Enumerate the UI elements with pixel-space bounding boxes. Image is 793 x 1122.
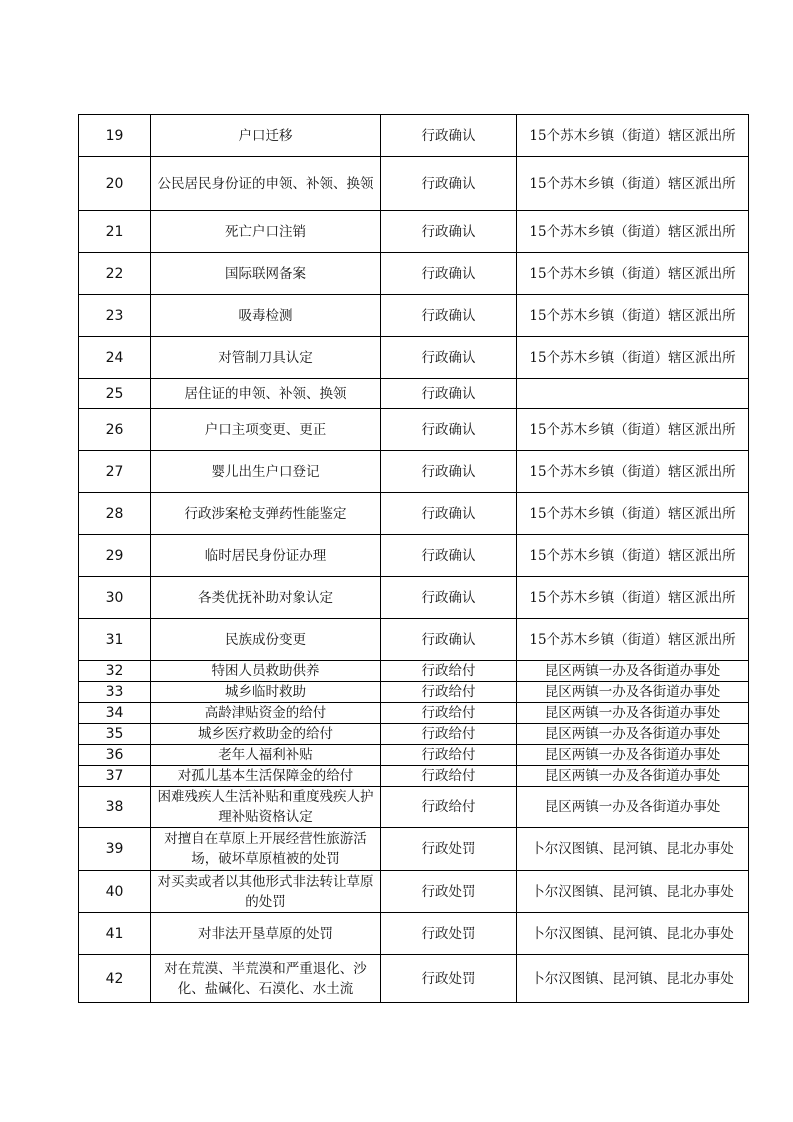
handling-unit: 卜尔汉图镇、昆河镇、昆北办事处	[517, 955, 749, 1003]
row-number: 37	[79, 766, 151, 787]
table-row	[79, 451, 749, 493]
table-row	[79, 913, 749, 955]
table-row	[79, 253, 749, 295]
table-row	[79, 295, 749, 337]
row-number: 24	[79, 337, 151, 379]
matter-type: 行政确认	[381, 451, 517, 493]
matter-name: 临时居民身份证办理	[151, 535, 381, 577]
matter-type: 行政给付	[381, 682, 517, 703]
matter-name: 民族成份变更	[151, 619, 381, 661]
row-number: 28	[79, 493, 151, 535]
table-row	[79, 661, 749, 682]
matter-name: 婴儿出生户口登记	[151, 451, 381, 493]
handling-unit: 15个苏木乡镇（街道）辖区派出所	[517, 451, 749, 493]
matter-type: 行政给付	[381, 766, 517, 787]
row-number: 42	[79, 955, 151, 1003]
row-number: 38	[79, 787, 151, 828]
matter-name: 户口主项变更、更正	[151, 409, 381, 451]
row-number: 35	[79, 724, 151, 745]
matter-name: 对孤儿基本生活保障金的给付	[151, 766, 381, 787]
handling-unit: 昆区两镇一办及各街道办事处	[517, 787, 749, 828]
handling-unit: 15个苏木乡镇（街道）辖区派出所	[517, 211, 749, 253]
matter-name: 国际联网备案	[151, 253, 381, 295]
matter-name: 高龄津贴资金的给付	[151, 703, 381, 724]
matter-type: 行政给付	[381, 661, 517, 682]
table-body	[79, 115, 749, 1003]
table-row	[79, 955, 749, 1003]
matter-type: 行政确认	[381, 535, 517, 577]
matter-name: 户口迁移	[151, 115, 381, 157]
matter-name: 行政涉案枪支弹药性能鉴定	[151, 493, 381, 535]
matter-name: 各类优抚补助对象认定	[151, 577, 381, 619]
handling-unit: 15个苏木乡镇（街道）辖区派出所	[517, 115, 749, 157]
handling-unit	[517, 379, 749, 409]
matter-name: 对管制刀具认定	[151, 337, 381, 379]
table-row	[79, 157, 749, 211]
table-row	[79, 115, 749, 157]
matter-type: 行政处罚	[381, 913, 517, 955]
matter-name: 吸毒检测	[151, 295, 381, 337]
row-number: 21	[79, 211, 151, 253]
row-number: 31	[79, 619, 151, 661]
row-number: 26	[79, 409, 151, 451]
matter-type: 行政给付	[381, 724, 517, 745]
table-row	[79, 828, 749, 871]
matter-type: 行政确认	[381, 379, 517, 409]
matter-name: 城乡医疗救助金的给付	[151, 724, 381, 745]
matter-name: 对买卖或者以其他形式非法转让草原的处罚	[151, 871, 381, 913]
handling-unit: 15个苏木乡镇（街道）辖区派出所	[517, 157, 749, 211]
handling-unit: 昆区两镇一办及各街道办事处	[517, 745, 749, 766]
matter-type: 行政处罚	[381, 871, 517, 913]
table-row	[79, 577, 749, 619]
matter-name: 城乡临时救助	[151, 682, 381, 703]
handling-unit: 卜尔汉图镇、昆河镇、昆北办事处	[517, 871, 749, 913]
table-row	[79, 493, 749, 535]
matter-type: 行政确认	[381, 295, 517, 337]
table-row	[79, 409, 749, 451]
table-row	[79, 379, 749, 409]
matter-name: 公民居民身份证的申领、补领、换领	[151, 157, 381, 211]
matter-name: 居住证的申领、补领、换领	[151, 379, 381, 409]
matters-table	[78, 114, 749, 1003]
row-number: 25	[79, 379, 151, 409]
handling-unit: 昆区两镇一办及各街道办事处	[517, 766, 749, 787]
row-number: 20	[79, 157, 151, 211]
row-number: 39	[79, 828, 151, 871]
matter-type: 行政确认	[381, 619, 517, 661]
row-number: 29	[79, 535, 151, 577]
handling-unit: 15个苏木乡镇（街道）辖区派出所	[517, 493, 749, 535]
matter-type: 行政确认	[381, 253, 517, 295]
matter-name: 困难残疾人生活补贴和重度残疾人护理补贴资格认定	[151, 787, 381, 828]
matter-name: 特困人员救助供养	[151, 661, 381, 682]
handling-unit: 15个苏木乡镇（街道）辖区派出所	[517, 253, 749, 295]
matter-type: 行政确认	[381, 115, 517, 157]
table-row	[79, 871, 749, 913]
handling-unit: 昆区两镇一办及各街道办事处	[517, 661, 749, 682]
handling-unit: 15个苏木乡镇（街道）辖区派出所	[517, 295, 749, 337]
handling-unit: 15个苏木乡镇（街道）辖区派出所	[517, 535, 749, 577]
matter-type: 行政确认	[381, 211, 517, 253]
row-number: 30	[79, 577, 151, 619]
handling-unit: 15个苏木乡镇（街道）辖区派出所	[517, 409, 749, 451]
row-number: 34	[79, 703, 151, 724]
handling-unit: 15个苏木乡镇（街道）辖区派出所	[517, 619, 749, 661]
matter-type: 行政确认	[381, 493, 517, 535]
matter-type: 行政确认	[381, 577, 517, 619]
table-row	[79, 703, 749, 724]
handling-unit: 15个苏木乡镇（街道）辖区派出所	[517, 577, 749, 619]
row-number: 40	[79, 871, 151, 913]
table-row	[79, 619, 749, 661]
table-row	[79, 787, 749, 828]
matter-name: 老年人福利补贴	[151, 745, 381, 766]
matter-type: 行政处罚	[381, 828, 517, 871]
handling-unit: 昆区两镇一办及各街道办事处	[517, 703, 749, 724]
handling-unit: 15个苏木乡镇（街道）辖区派出所	[517, 337, 749, 379]
matter-name: 对在荒漠、半荒漠和严重退化、沙化、盐碱化、石漠化、水土流	[151, 955, 381, 1003]
matter-type: 行政给付	[381, 745, 517, 766]
matter-type: 行政给付	[381, 703, 517, 724]
row-number: 23	[79, 295, 151, 337]
matter-type: 行政确认	[381, 409, 517, 451]
table-row	[79, 724, 749, 745]
matter-name: 对擅自在草原上开展经营性旅游活场，破坏草原植被的处罚	[151, 828, 381, 871]
matter-type: 行政确认	[381, 337, 517, 379]
handling-unit: 昆区两镇一办及各街道办事处	[517, 682, 749, 703]
row-number: 19	[79, 115, 151, 157]
handling-unit: 卜尔汉图镇、昆河镇、昆北办事处	[517, 828, 749, 871]
matter-type: 行政给付	[381, 787, 517, 828]
table-row	[79, 745, 749, 766]
matter-type: 行政处罚	[381, 955, 517, 1003]
row-number: 36	[79, 745, 151, 766]
table-row	[79, 766, 749, 787]
table-row	[79, 211, 749, 253]
row-number: 41	[79, 913, 151, 955]
table-row	[79, 682, 749, 703]
table-row	[79, 337, 749, 379]
matter-name: 对非法开垦草原的处罚	[151, 913, 381, 955]
matter-name: 死亡户口注销	[151, 211, 381, 253]
table-row	[79, 535, 749, 577]
row-number: 27	[79, 451, 151, 493]
matter-type: 行政确认	[381, 157, 517, 211]
row-number: 32	[79, 661, 151, 682]
row-number: 33	[79, 682, 151, 703]
handling-unit: 卜尔汉图镇、昆河镇、昆北办事处	[517, 913, 749, 955]
handling-unit: 昆区两镇一办及各街道办事处	[517, 724, 749, 745]
row-number: 22	[79, 253, 151, 295]
